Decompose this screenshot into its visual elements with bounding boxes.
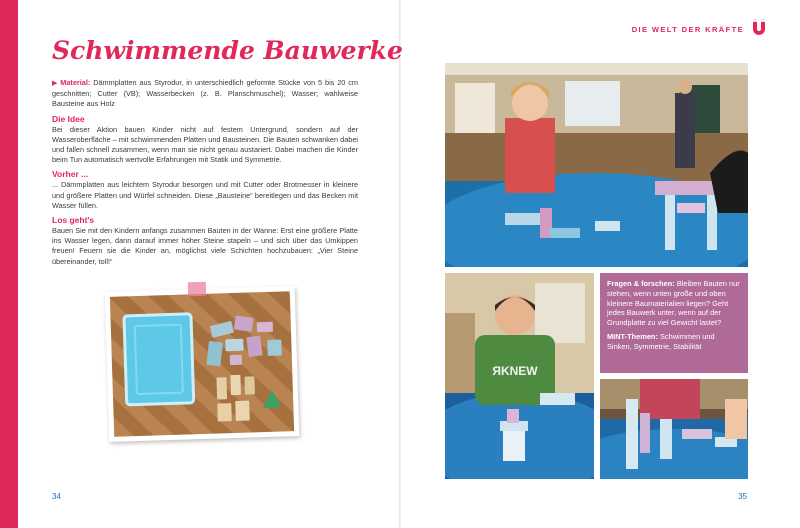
arrow-icon: ▶ (52, 80, 59, 87)
section-heading-los-gehts: Los geht's (52, 215, 95, 226)
photo-tape (188, 282, 206, 297)
photo-boy-building (445, 273, 594, 479)
body-text-column (52, 78, 358, 271)
page-title: Schwimmende Bauwerke (52, 36, 403, 65)
page-number-right: 35 (738, 492, 747, 501)
page-edge-strip (0, 0, 18, 528)
info-mint-text: Schwimmen und Sinken, Symmetrie, Stabilität (607, 331, 715, 351)
material-text: Dämmplatten aus Styrodur, in unterschiedlich geformte Stücke von 5 bis 20 cm geschnitten; Cutter (VB); Wasserbecken (z. B. Planschmuschel); Wasser; wahlweise Bausteine aus Holz (52, 78, 358, 109)
info-mint (607, 332, 741, 352)
info-question-text: Bleiben Bauten nur stehen, wenn unten große und oben kleinere Baumaterialien liegen? Geht jedes Bauwerk unter, wenn auf der Grundplatte zu viel Gewicht lastet? (607, 279, 740, 328)
info-question-label: Fragen & forschen: (607, 279, 675, 288)
magnet-icon (751, 19, 767, 38)
materials-photo (105, 286, 300, 442)
material-paragraph (52, 78, 358, 110)
photo-tower-closeup (600, 379, 748, 479)
book-gutter (399, 0, 401, 528)
page-number-left: 34 (52, 492, 61, 501)
photo-girl-building (445, 63, 748, 267)
shirt-print-text: ЯKNEW (492, 364, 538, 378)
section-heading-idee: Die Idee (52, 113, 85, 124)
section-text-idee: Bei dieser Aktion bauen Kinder nicht auf festem Untergrund, sondern auf der Wasseroberfläche – mit schwimmenden Platten und Bausteinen. Die Bauten schwanken dabei und fallen schnell zusammen, wenn man sie nicht genau austariert. Dabei machen die Kinder beim Tun automatisch wertvolle Erfahrungen mit Statik und Symmetrie. (52, 124, 358, 165)
section-text-vorher: ... Dämmplatten aus leichtem Styrodur besorgen und mit Cutter oder Brotmesser in kleinere und größere Platten und Würfel schneiden. Diese „Bausteine“ bereitlegen und das Becken mit Wasser füllen. (52, 180, 358, 210)
info-box (600, 273, 748, 373)
info-mint-label: MINT-Themen: (607, 331, 658, 341)
material-label: Material: (60, 78, 91, 87)
info-question (607, 279, 741, 328)
chapter-title: DIE WELT DER KRÄFTE (631, 25, 744, 34)
water-tub-image (122, 312, 195, 406)
section-heading-vorher: Vorher ... (52, 169, 89, 180)
section-text-los-gehts: Bauen Sie mit den Kindern anfangs zusammen Bauten in der Wanne: Erst eine größere Platte ins Wasser legen, dann darauf immer höher Steine stapeln – und sich über das Umkippen freuen! Feuern sie die Kinder an, möglichst viele Schichten hochzubauen: „Vier Steine übereinander, toll!“ (52, 226, 358, 266)
